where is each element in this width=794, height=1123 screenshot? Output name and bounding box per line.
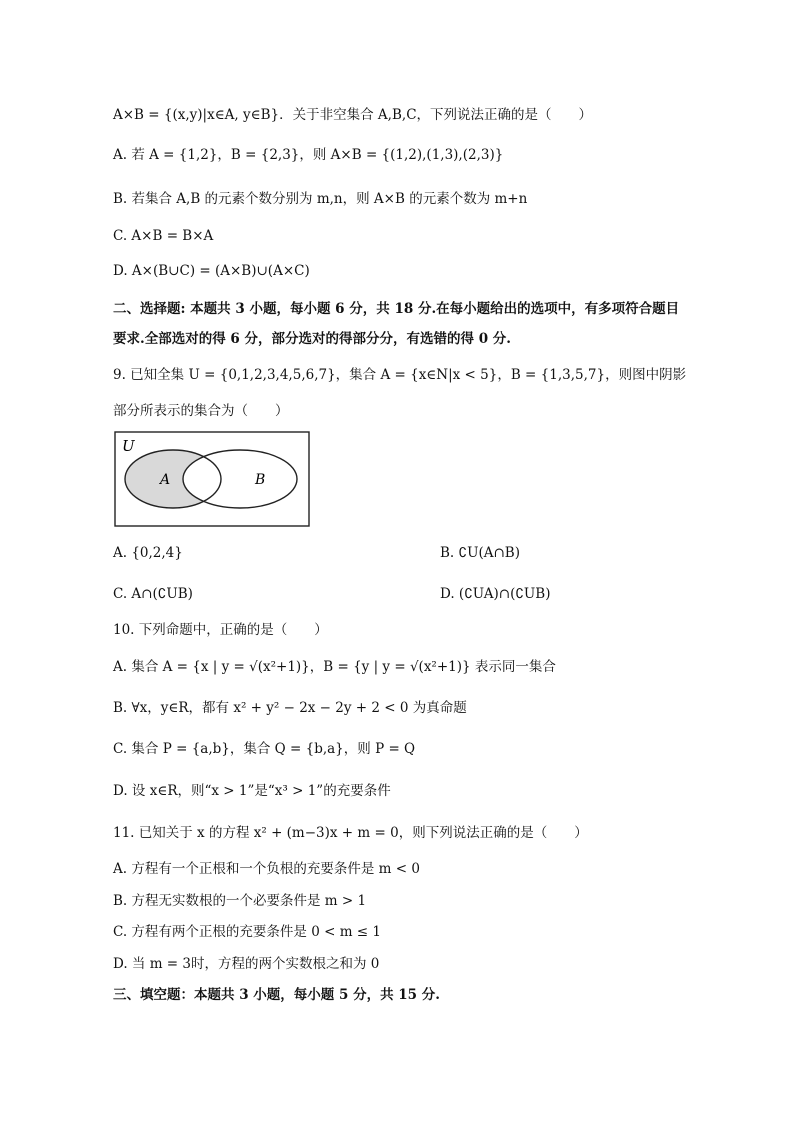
q11-option-d: D. 当 m = 3时，方程的两个实数根之和为 0 [113, 956, 380, 972]
q8-option-d: D. A×(B∪C) = (A×B)∪(A×C) [113, 263, 310, 279]
q10-option-b: B. ∀x，y∈R，都有 x² + y² − 2x − 2y + 2 < 0 为真命题 [113, 700, 467, 716]
venn-label-a: A [160, 472, 171, 488]
q10-option-d: D. 设 x∈R，则“x > 1”是“x³ > 1”的充要条件 [113, 783, 391, 799]
q9-option-b: B. ∁U(A∩B) [440, 545, 520, 561]
section2-heading-line1: 二、选择题: 本题共 3 小题，每小题 6 分，共 18 分.在每小题给出的选项中，有多项符合题目 [113, 301, 680, 317]
q11-option-b: B. 方程无实数根的一个必要条件是 m > 1 [113, 893, 367, 909]
q11-stem: 11. 已知关于 x 的方程 x² + (m−3)x + m = 0，则下列说法正确的是（ ） [113, 825, 588, 841]
venn-diagram [114, 431, 310, 527]
q10-option-a: A. 集合 A = {x | y = √(x²+1)}，B = {y | y = √(x²+1)} 表示同一集合 [113, 659, 556, 675]
q9-stem-line2: 部分所表示的集合为（ ） [113, 403, 289, 419]
section3-heading: 三、填空题：本题共 3 小题，每小题 5 分，共 15 分. [113, 987, 440, 1003]
q11-option-a: A. 方程有一个正根和一个负根的充要条件是 m < 0 [113, 861, 420, 877]
q9-option-c: C. A∩(∁UB) [113, 586, 193, 602]
q8-option-b: B. 若集合 A,B 的元素个数分别为 m,n，则 A×B 的元素个数为 m+n [113, 191, 528, 207]
q11-option-c: C. 方程有两个正根的充要条件是 0 < m ≤ 1 [113, 924, 381, 940]
section2-heading-line2: 要求.全部选对的得 6 分，部分选对的得部分分，有选错的得 0 分. [113, 331, 511, 347]
q10-option-c: C. 集合 P = {a,b}，集合 Q = {b,a}，则 P = Q [113, 741, 416, 757]
q8-option-a: A. 若 A = {1,2}，B = {2,3}，则 A×B = {(1,2),(1,3),(2,3)} [113, 147, 504, 163]
venn-label-b: B [255, 472, 266, 488]
q8-intro: A×B = {(x,y)|x∈A, y∈B}．关于非空集合 A,B,C，下列说法正确的是（ ） [113, 107, 593, 123]
q9-stem-line1: 9. 已知全集 U = {0,1,2,3,4,5,6,7}，集合 A = {x∈N|x < 5}，B = {1,3,5,7}，则图中阴影 [113, 367, 687, 383]
venn-label-u: U [122, 437, 135, 455]
q9-option-d: D. (∁UA)∩(∁UB) [440, 586, 551, 602]
q10-stem: 10. 下列命题中，正确的是（ ） [113, 622, 328, 638]
q8-option-c: C. A×B = B×A [113, 228, 214, 244]
q9-option-a: A. {0,2,4} [113, 545, 183, 561]
